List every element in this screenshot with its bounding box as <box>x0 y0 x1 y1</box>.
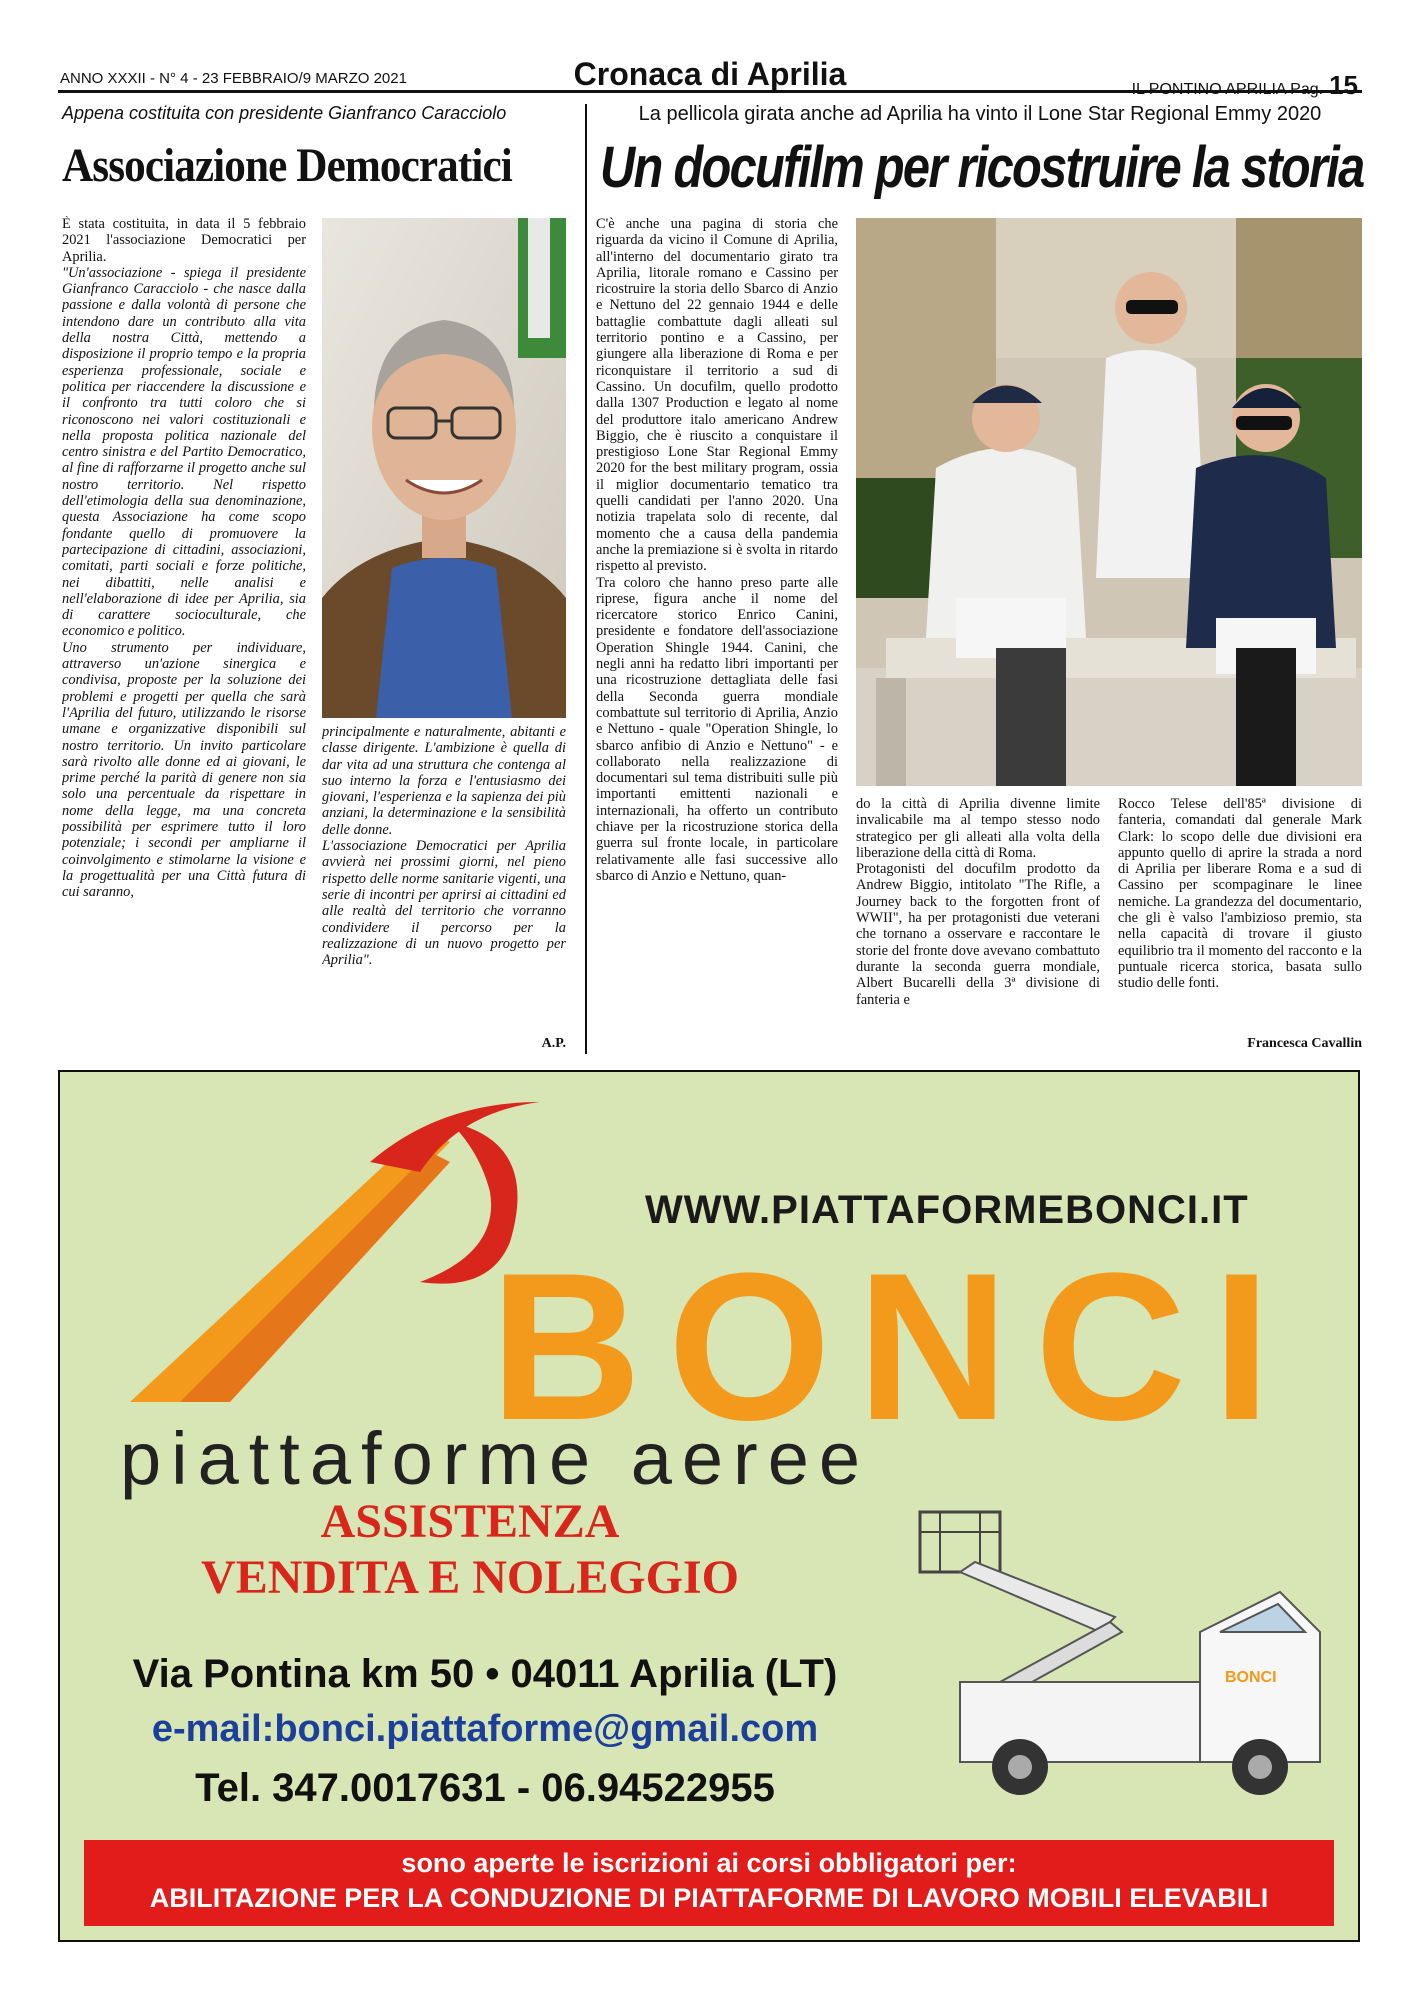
page-number: 15 <box>1329 70 1358 100</box>
left-paragraph: "Un'associazione - spiega il presidente Gianfranco Caracciolo - che nasce dalla passione e dalla volontà di persone che intendono dare un contributo alla vita della nostra Città, mettendo a disposizione il proprio tempo e la propria esperienza professionale, sociale e politica per riaccendere la discussione e il confronto tra tutti coloro che si riconoscono nei valori costituzionali e nella proposta politica nazionale del centro sinistra e del Partito Democratico, al fine di rafforzarne il progetto anche sul nostro territorio. Nel rispetto dell'etimologia della sua denominazione, questa Associazione ha come scopo fondante quello di promuovere la partecipazione di cittadini, associazioni, comitati, parti sociali e forze politiche, nei dibattiti, nelle analisi e nell'elaborazione di idee per Aprilia, sia di carattere socioculturale, che economico e politico. <box>62 264 306 640</box>
ad-email: e-mail:bonci.piattaforme@gmail.com <box>151 1708 819 1750</box>
portrait-photo <box>322 218 566 718</box>
left-signature: A.P. <box>541 1036 566 1051</box>
right-paragraph: do la città di Aprilia divenne limite invalicabile ma al tempo stesso nodo strategico per gli alleati alla volta della liberazione della città di Roma. <box>856 796 1100 861</box>
course-banner <box>84 1840 1334 1926</box>
truck-logo-text: BONCI <box>1225 1669 1277 1686</box>
ad-brand: BONCI <box>490 1229 1297 1464</box>
veterans-image <box>856 218 1362 786</box>
left-paragraph: L'associazione Democratici per Aprilia avvierà nei prossimi giorni, nel pieno rispetto delle norme sanitarie vigenti, una serie di incontri per aprirsi ai cittadini ed alle realtà del territorio che vorranno condividere il percorso per la realizzazione di un nuovo progetto per Aprilia". <box>322 838 566 969</box>
header-rule <box>58 90 1362 93</box>
left-paragraph: principalmente e naturalmente, abitanti e classe dirigente. L'ambizione è quella di dar vita ad una struttura che contenga al suo interno la forza e l'entusiasmo dei giovani, l'esperienza e la sapienza dei più anziani, la determinazione e la sensibilità delle donne. <box>322 724 566 838</box>
left-col2 <box>322 724 566 1044</box>
right-paragraph: C'è anche una pagina di storia che riguarda da vicino il Comune di Aprilia, all'interno del documentario girato tra Aprilia, litorale romano e Cassino per ricostruire la storia dello Sbarco di Anzio e Nettuno del 22 gennaio 1944 e delle battaglie combattute dagli alleati sul territorio pontino e a Cassino, per giungere alla liberazione di Roma e per riconquistare il territorio a sud di Cassino. Un docufilm, quello prodotto dalla 1307 Production e legato al nome del produttore italo americano Andrew Biggio, che è riuscito a conquistare il prestigioso Lone Star Regional Emmy 2020 for the best military program, ossia il miglior documentario tematico tra quelli candidati per l'anno 2020. Una notizia trapelata solo di recente, dal momento che a causa della pandemia anche la premiazione si è svolta in ritardo rispetto al previsto. <box>596 216 838 575</box>
article-separator <box>585 104 587 1054</box>
ad-website: WWW.PIATTAFORMEBONCI.IT <box>645 1188 1249 1232</box>
right-col3 <box>1118 796 1362 1034</box>
left-paragraph: Uno strumento per individuare, attraverso un'azione sinergica e condivisa, proposte per la soluzione dei problemi e progetti per quella che sarà l'Aprilia del futuro, utilizzando le risorse umane e organizzative disponibili sul nostro territorio. Un invito particolare sarà rivolto alle donne ed ai giovani, le prime perché la parità di genere non sia solo una percentuale da rispettare in nome della legge, ma una concreta possibilità per esprimere tutto il loro potenziale; i secondi per ampliarne il coinvolgimento e stimolarne la visione e la progettualità per una Città futura di cui saranno, <box>62 639 306 901</box>
banner-line2: ABILITAZIONE PER LA CONDUZIONE DI PIATTAFORME DI LAVORO MOBILI ELEVABILI <box>149 1883 1269 1913</box>
aerial-platform-truck-icon <box>900 1482 1330 1812</box>
publication-name: IL PONTINO APRILIA Pag. <box>1131 81 1324 98</box>
issue-info: ANNO XXXII - N° 4 - 23 FEBBRAIO/9 MARZO 2021 <box>60 70 407 87</box>
portrait-image <box>322 218 566 718</box>
ad-phone: Tel. 347.0017631 - 06.94522955 <box>195 1766 775 1810</box>
right-paragraph: Tra coloro che hanno preso parte alle riprese, figura anche il nome del ricercatore storico Enrico Canini, presidente e fondatore dell'associazione Operation Shingle 1944. Canini, che negli anni ha redatto libri importanti per una ricostruzione dettagliata delle fasi della Seconda guerra mondiale combattute sul territorio di Aprilia, Anzio e Nettuno - quale "Operation Shingle, lo sbarco anfibio di Anzio e Nettuno" - e collaborato nella realizzazione di documentari sul tema distribuiti sulle più importanti emittenti nazionali e internazionali, ha offerto un contributo chiave per la ricostruzione storica della guerra sul fronte locale, in particolare relativamente alle fasi successive allo sbarco di Anzio e Nettuno, quan- <box>596 574 838 884</box>
left-headline: Associazione Democratici <box>62 139 512 192</box>
left-paragraph: È stata costituita, in data il 5 febbraio 2021 l'associazione Democratici per Aprilia. <box>62 216 306 265</box>
ad-subtitle: piattaforme aeree <box>120 1417 871 1500</box>
veterans-photo <box>856 218 1362 786</box>
left-col1 <box>62 216 306 1056</box>
right-headline: Un docufilm per ricostruire la storia <box>600 135 1364 200</box>
bonci-advertisement <box>58 1070 1360 1942</box>
ad-address: Via Pontina km 50 • 04011 Aprilia (LT) <box>132 1652 838 1696</box>
ad-service-line2: VENDITA E NOLEGGIO <box>201 1551 739 1604</box>
ad-service-line1: ASSISTENZA <box>320 1495 620 1548</box>
publication-info <box>1132 70 1358 101</box>
right-kicker: La pellicola girata anche ad Aprilia ha vinto il Lone Star Regional Emmy 2020 <box>638 103 1322 125</box>
right-paragraph: Rocco Telese dell'85ª divisione di fanteria, comandati dal generale Mark Clark: lo scopo delle due divisioni era appunto quello di aprire la strada a nord di Aprilia per liberare Roma e a sud di Cassino per scompaginare le linee nemiche. La grandezza del documentario, che gli è valso l'ambizioso premio, sta nella capacità di trovare il giusto equilibrio tra il momento del racconto e la puntuale ricerca storica, basata sullo studio delle fonti. <box>1118 796 1362 992</box>
right-signature: Francesca Cavallin <box>1247 1036 1362 1051</box>
banner-line1: sono aperte le iscrizioni ai corsi obbligatori per: <box>401 1848 1017 1878</box>
right-col1 <box>596 216 838 1056</box>
left-kicker: Appena costituita con presidente Gianfranco Caracciolo <box>62 103 507 123</box>
section-title: Cronaca di Aprilia <box>573 56 847 92</box>
right-col2 <box>856 796 1100 1054</box>
swoosh-logo-icon <box>120 1082 540 1412</box>
right-paragraph: Protagonisti del docufilm prodotto da Andrew Biggio, intitolato "The Rifle, a Journey back to the forgotten front of WWII", ha per protagonisti due veterani che tornano a osservare e raccontare le storie del fronte dove avevano combattuto durante la seconda guerra mondiale, Albert Bucarelli della 3ª divisione di fanteria e <box>856 861 1100 1008</box>
